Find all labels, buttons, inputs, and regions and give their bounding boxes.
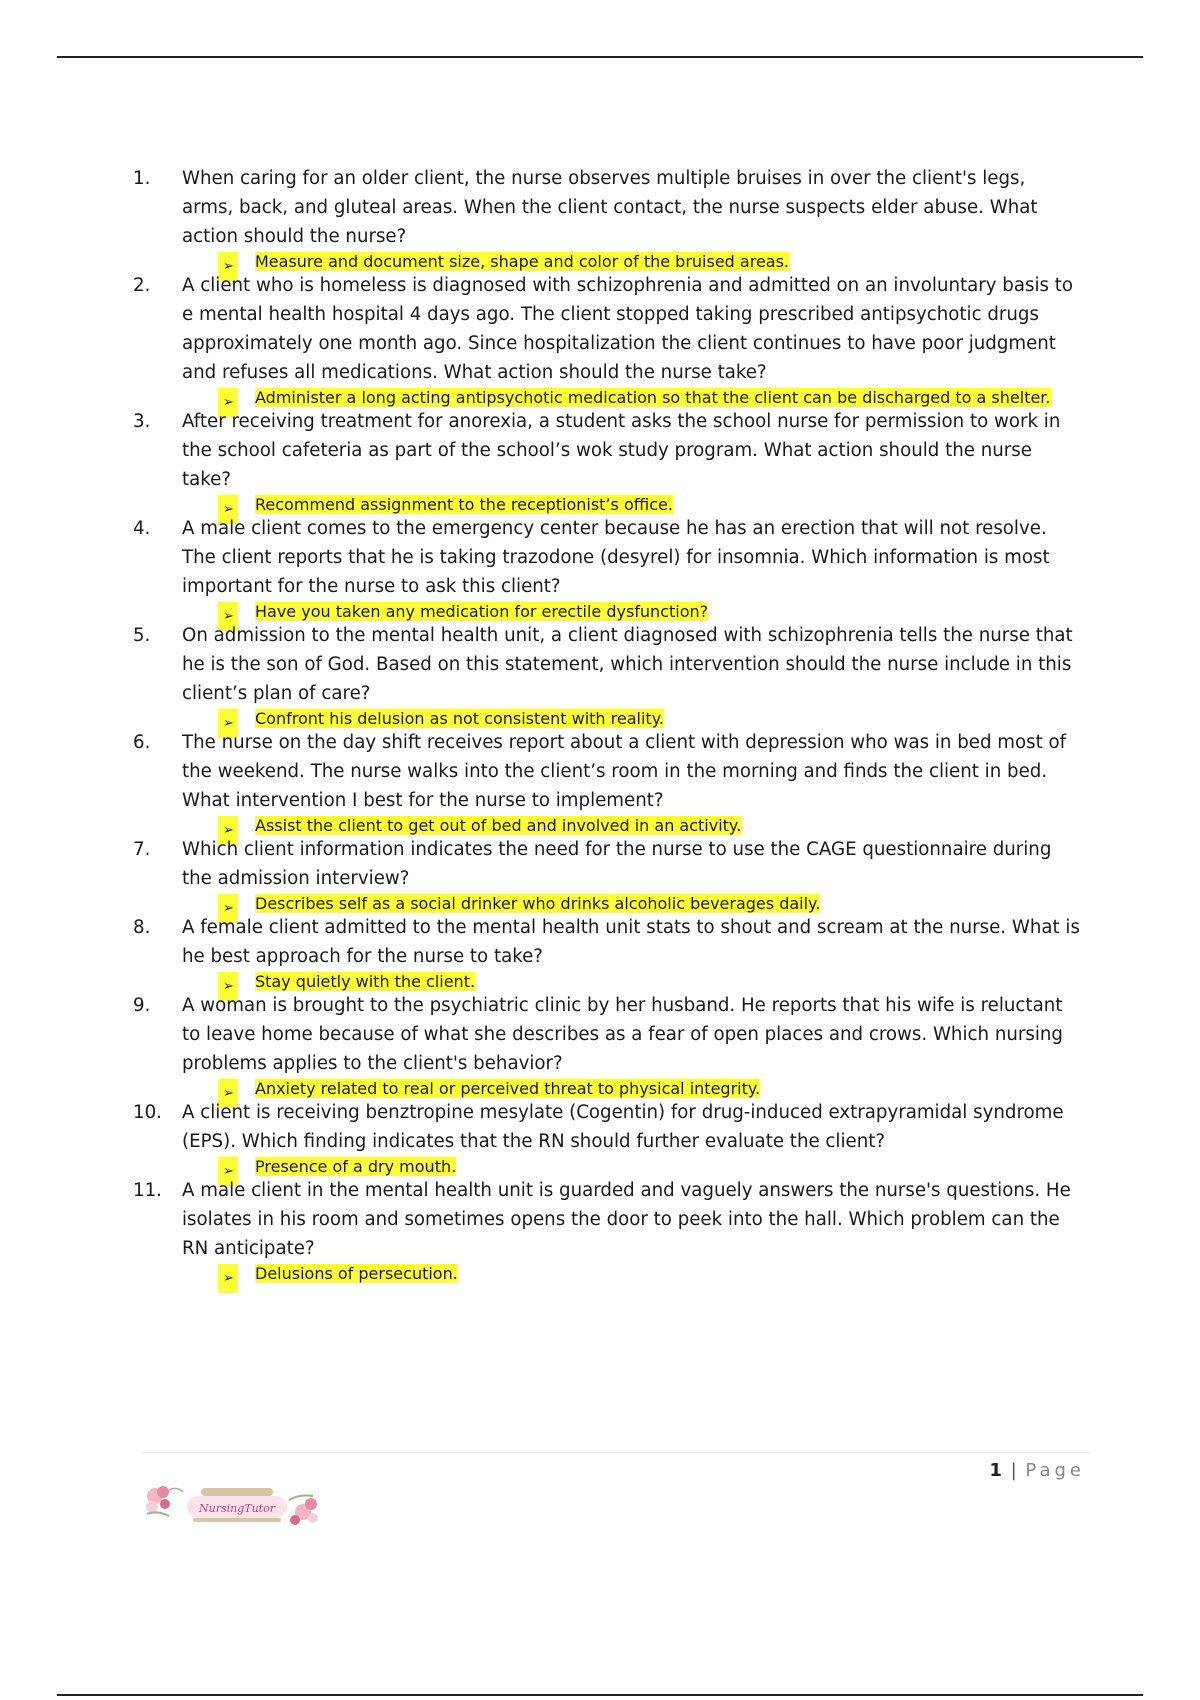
question-number: 4. — [133, 518, 151, 539]
question-number: 5. — [133, 625, 151, 646]
footer-rule — [142, 1452, 1090, 1453]
highlighted-answer: Describes self as a social drinker who drinks alcoholic beverages daily. — [255, 894, 821, 913]
list-item — [0, 271, 1200, 410]
answer-line — [0, 1079, 1065, 1101]
question-number: 7. — [133, 839, 151, 860]
question-text — [0, 621, 1082, 708]
question-text — [0, 514, 1082, 601]
list-item — [0, 728, 1200, 838]
page-label: Page — [1025, 1460, 1085, 1481]
question-number: 3. — [133, 411, 151, 432]
list-item — [0, 621, 1200, 731]
header-rule — [57, 56, 1143, 58]
question-body: A woman is brought to the psychiatric clinic by her husband. He reports that his wife is reluctant to leave home because of what she describes as a fear of open places and crows. Which nursing problems applies to the client's behavior? — [182, 995, 1063, 1074]
question-body: On admission to the mental health unit, a client diagnosed with schizophrenia tells the nurse that he is the son of God. Based on this statement, which intervention should the nurse include in this client’s plan of care? — [182, 625, 1073, 704]
highlighted-answer: Recommend assignment to the receptionist’s office. — [255, 495, 673, 514]
list-item — [0, 514, 1200, 624]
page-number — [989, 1460, 1085, 1481]
answer-line — [0, 709, 1065, 731]
answer-line — [0, 1157, 1065, 1179]
question-text — [0, 407, 1082, 494]
question-body: A male client in the mental health unit is guarded and vaguely answers the nurse's questions. He isolates in his room and sometimes opens the door to peek into the hall. Which problem can the RN anticipate? — [182, 1180, 1071, 1259]
highlighted-answer: Administer a long acting antipsychotic medication so that the client can be discharged to a shelter. — [255, 388, 1051, 407]
logo-script-text: NursingTutor — [199, 1502, 275, 1515]
question-text — [0, 164, 1082, 251]
question-number: 6. — [133, 732, 151, 753]
list-item — [0, 991, 1200, 1101]
page-number-separator: | — [1010, 1460, 1017, 1481]
question-number: 11. — [133, 1180, 162, 1201]
highlighted-answer: Assist the client to get out of bed and involved in an activity. — [255, 816, 742, 835]
answer-line — [0, 816, 1065, 838]
question-number: 10. — [133, 1102, 162, 1123]
list-item — [0, 913, 1200, 994]
question-number: 8. — [133, 917, 151, 938]
arrow-bullet-icon: ➢ — [218, 252, 238, 281]
answer-line — [0, 894, 1065, 916]
question-list — [0, 164, 1200, 1286]
highlighted-answer: Anxiety related to real or perceived threat to physical integrity. — [255, 1079, 761, 1098]
question-body: The nurse on the day shift receives report about a client with depression who was in bed most of the weekend. The nurse walks into the client’s room in the morning and finds the client in bed. What intervention I best for the nurse to implement? — [182, 732, 1067, 811]
list-item — [0, 1098, 1200, 1179]
answer-line — [0, 252, 1065, 274]
arrow-bullet-icon: ➢ — [218, 894, 238, 923]
list-item — [0, 835, 1200, 916]
list-item — [0, 1176, 1200, 1286]
question-body: When caring for an older client, the nurse observes multiple bruises in over the client's legs, arms, back, and gluteal areas. When the client contact, the nurse suspects elder abuse. What action should the nurse? — [182, 168, 1038, 247]
arrow-bullet-icon: ➢ — [218, 495, 238, 524]
arrow-bullet-icon: ➢ — [218, 388, 238, 417]
question-text — [0, 1176, 1082, 1263]
question-body: A client is receiving benztropine mesylate (Cogentin) for drug-induced extrapyramidal syndrome (EPS). Which finding indicates that the RN should further evaluate the client? — [182, 1102, 1064, 1152]
answer-line — [0, 495, 1065, 517]
arrow-bullet-icon: ➢ — [218, 1157, 238, 1186]
highlighted-answer: Presence of a dry mouth. — [255, 1157, 457, 1176]
arrow-bullet-icon: ➢ — [218, 1264, 238, 1293]
question-body: After receiving treatment for anorexia, a student asks the school nurse for permission to work in the school cafeteria as part of the school’s wok study program. What action should the nurse take? — [182, 411, 1061, 490]
question-body: A female client admitted to the mental health unit stats to shout and scream at the nurse. What is he best approach for the nurse to take? — [182, 917, 1080, 967]
arrow-bullet-icon: ➢ — [218, 816, 238, 845]
arrow-bullet-icon: ➢ — [218, 1079, 238, 1108]
question-text — [0, 835, 1082, 893]
arrow-bullet-icon: ➢ — [218, 602, 238, 631]
question-text — [0, 913, 1082, 971]
question-body: Which client information indicates the need for the nurse to use the CAGE questionnaire during the admission interview? — [182, 839, 1052, 889]
question-number: 1. — [133, 168, 151, 189]
question-text — [0, 728, 1082, 815]
highlighted-answer: Have you taken any medication for erectile dysfunction? — [255, 602, 709, 621]
answer-line — [0, 602, 1065, 624]
arrow-bullet-icon: ➢ — [218, 709, 238, 738]
answer-line — [0, 388, 1065, 410]
arrow-bullet-icon: ➢ — [218, 972, 238, 1001]
question-number: 9. — [133, 995, 151, 1016]
highlighted-answer: Measure and document size, shape and color of the bruised areas. — [255, 252, 790, 271]
question-text — [0, 1098, 1082, 1156]
question-body: A male client comes to the emergency center because he has an erection that will not resolve. The client reports that he is taking trazodone (desyrel) for insomnia. Which information is most important for the nurse to ask this client? — [182, 518, 1050, 597]
page-number-value: 1 — [989, 1460, 1002, 1481]
highlighted-answer: Confront his delusion as not consistent with reality. — [255, 709, 664, 728]
question-number: 2. — [133, 275, 151, 296]
question-body: A client who is homeless is diagnosed with schizophrenia and admitted on an involuntary basis to e mental health hospital 4 days ago. The client stopped taking prescribed antipsychotic drugs approximately one month ago. Since hospitalization the client continues to have poor judgment and refuses all medications. What action should the nurse take? — [182, 275, 1074, 383]
page-bottom-rule — [57, 1694, 1143, 1696]
list-item — [0, 164, 1200, 274]
floral-logo-icon — [143, 1482, 321, 1528]
question-text — [0, 991, 1082, 1078]
answer-line — [0, 1264, 1065, 1286]
highlighted-answer: Stay quietly with the client. — [255, 972, 476, 991]
answer-line — [0, 972, 1065, 994]
question-text — [0, 271, 1082, 387]
highlighted-answer: Delusions of persecution. — [255, 1264, 458, 1283]
list-item — [0, 407, 1200, 517]
